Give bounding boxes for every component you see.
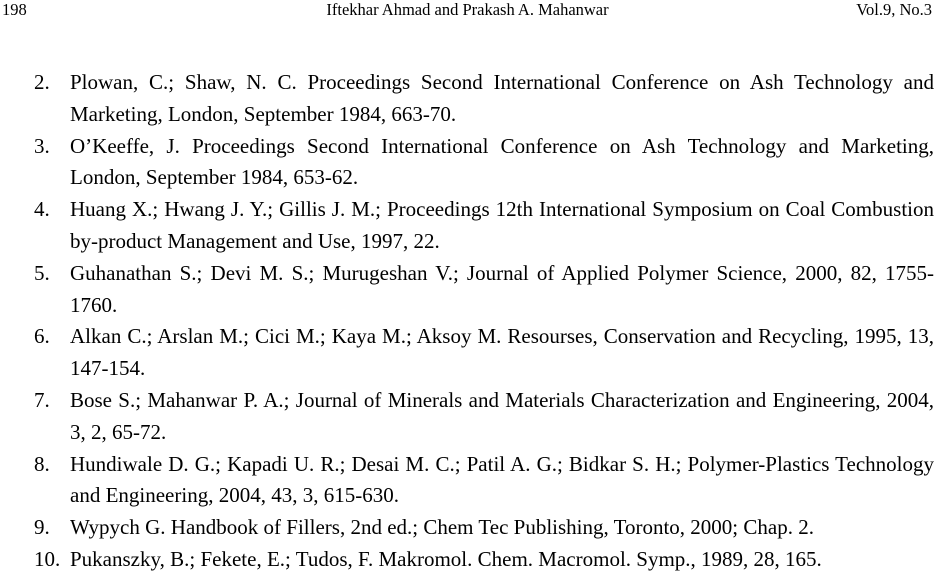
page-header (0, 0, 935, 22)
reference-item (0, 194, 935, 258)
reference-text: O’Keeffe, J. Proceedings Second International Conference on Ash Technology and Marketing, London, September 1984, 653-62. (70, 133, 934, 190)
reference-number: 6. (34, 324, 50, 349)
reference-text: Hundiwale D. G.; Kapadi U. R.; Desai M. C.; Patil A. G.; Bidkar S. H.; Polymer-Plastics Technology and Engineering, 2004, 43, 3, 615-630. (70, 451, 934, 508)
reference-number: 2. (34, 70, 50, 94)
reference-list (0, 67, 935, 576)
reference-number: 10. (34, 546, 61, 571)
reference-text: Alkan C.; Arslan M.; Cici M.; Kaya M.; Aksoy M. Resourses, Conservation and Recycling, 1995, 13, 147-154. (70, 324, 934, 381)
reference-text: Guhanathan S.; Devi M. S.; Murugeshan V.; Journal of Applied Polymer Science, 2000, 82, 1755-1760. (70, 260, 934, 317)
page-number: 198 (2, 0, 27, 19)
reference-number: 9. (34, 515, 50, 540)
reference-item (0, 67, 935, 131)
reference-number: 7. (34, 387, 50, 412)
reference-text: Bose S.; Mahanwar P. A.; Journal of Minerals and Materials Characterization and Engineering, 2004, 3, 2, 65-72. (70, 387, 934, 444)
reference-item (0, 544, 935, 576)
reference-item (0, 258, 935, 322)
reference-item (0, 131, 935, 195)
reference-number: 4. (34, 197, 50, 222)
journal-volume: Vol.9, No.3 (856, 0, 932, 19)
reference-number: 8. (34, 451, 50, 476)
reference-text: Pukanszky, B.; Fekete, E.; Tudos, F. Makromol. Chem. Macromol. Symp., 1989, 28, 165. (70, 546, 822, 571)
reference-item (0, 385, 935, 449)
reference-item (0, 449, 935, 513)
reference-text: Wypych G. Handbook of Fillers, 2nd ed.; Chem Tec Publishing, Toronto, 2000; Chap. 2. (70, 515, 814, 540)
reference-number: 5. (34, 260, 50, 285)
running-head-authors: Iftekhar Ahmad and Prakash A. Mahanwar (326, 0, 609, 19)
reference-item (0, 321, 935, 385)
reference-item (0, 512, 935, 544)
reference-text: Plowan, C.; Shaw, N. C. Proceedings Second International Conference on Ash Technology and Marketing, London, September 1984, 663-70. (70, 70, 934, 126)
reference-text: Huang X.; Hwang J. Y.; Gillis J. M.; Proceedings 12th International Symposium on Coal Combustion by-product Management and Use, 1997, 22. (70, 197, 934, 253)
reference-number: 3. (34, 133, 50, 158)
